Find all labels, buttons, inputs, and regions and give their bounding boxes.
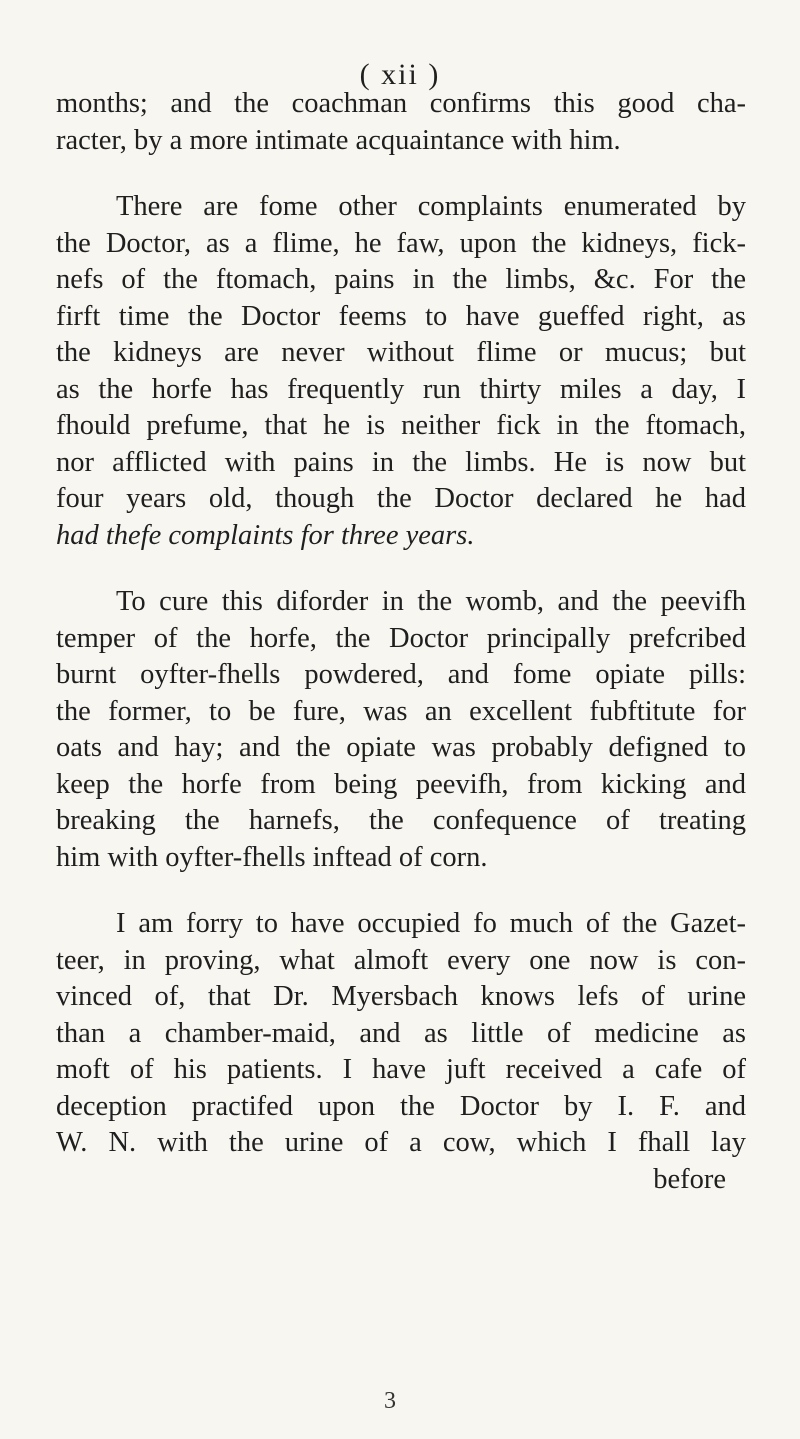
text-line: the kidneys are never without flime or mucus; but	[56, 337, 746, 368]
text-line: the Doctor, as a flime, he faw, upon the kidneys, fick-	[56, 227, 746, 259]
text-line: teer, in proving, what almoft every one now is con-	[56, 944, 746, 976]
text-line: fhould prefume, that he is neither fick in the ftomach,	[56, 410, 746, 441]
page-body	[56, 86, 746, 1198]
text-line: than a chamber-maid, and as little of medicine as	[56, 1017, 746, 1049]
text-line: him with oyfter-fhells inftead of corn.	[56, 841, 488, 873]
text-line: months; and the coachman confirms this good cha-	[56, 88, 746, 119]
text-line: W. N. with the urine of a cow, which I fhall lay	[56, 1127, 746, 1158]
text-line: as the horfe has frequently run thirty miles a day, I	[56, 373, 746, 405]
paragraph-2	[56, 189, 746, 554]
text-line: the former, to be fure, was an excellent fubftitute for	[56, 695, 746, 727]
signature-mark: 3	[384, 1388, 396, 1414]
text-line: nor afflicted with pains in the limbs. He is now but	[56, 446, 746, 478]
text-line: four years old, though the Doctor declared he had	[56, 483, 746, 514]
catchword-line	[56, 1162, 746, 1199]
paragraph-4	[56, 906, 746, 1198]
text-line: temper of the horfe, the Doctor principally prefcribed	[56, 622, 746, 654]
text-line: There are fome other complaints enumerated by	[116, 191, 746, 222]
text-line: had thefe complaints for three years.	[56, 519, 475, 551]
paragraph-3	[56, 584, 746, 876]
text-line: oats and hay; and the opiate was probably defigned to	[56, 732, 746, 763]
text-line: I am forry to have occupied fo much of the Gazet-	[116, 908, 746, 939]
text-line: breaking the harnefs, the confequence of treating	[56, 805, 746, 836]
text-line: moft of his patients. I have juft received a cafe of	[56, 1054, 746, 1085]
text-line: keep the horfe from being peevifh, from kicking and	[56, 768, 746, 800]
text-line: deception practifed upon the Doctor by I. F. and	[56, 1090, 746, 1122]
text-line: burnt oyfter-fhells powdered, and fome opiate pills:	[56, 659, 746, 690]
text-line: racter, by a more intimate acquaintance with him.	[56, 124, 621, 156]
page-number: ( xii )	[359, 58, 441, 91]
paragraph-1	[56, 86, 746, 159]
text-line: firft time the Doctor feems to have gueffed right, as	[56, 300, 746, 332]
text-line: vinced of, that Dr. Myersbach knows lefs of urine	[56, 981, 746, 1012]
text-line: To cure this diforder in the womb, and the peevifh	[116, 586, 746, 617]
text-line: nefs of the ftomach, pains in the limbs, &c. For the	[56, 264, 746, 295]
catchword: before	[653, 1163, 726, 1195]
